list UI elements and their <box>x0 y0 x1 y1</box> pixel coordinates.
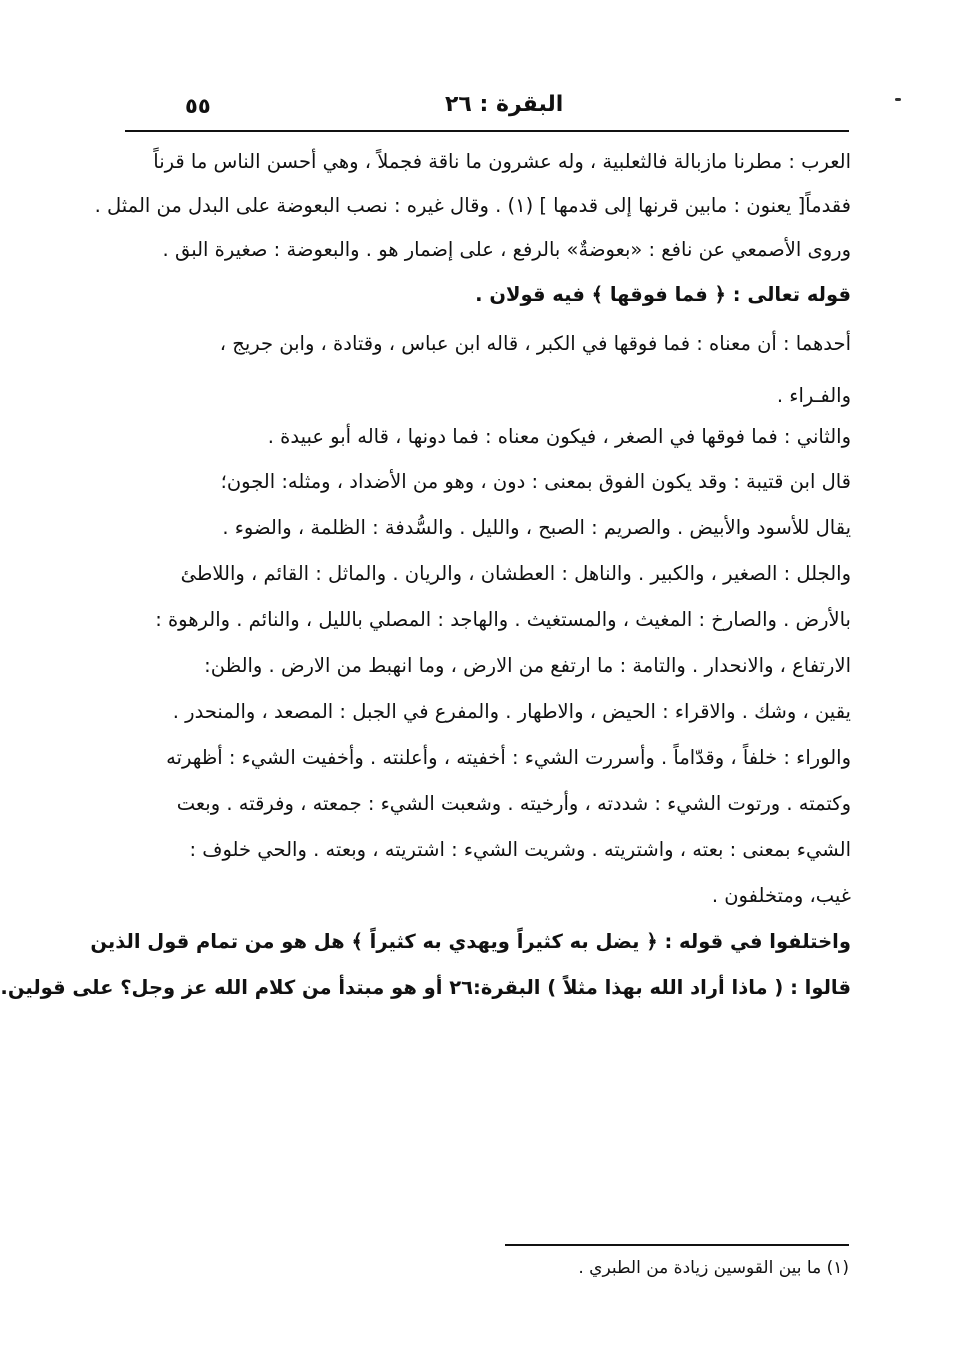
text-line: غيب، ومتخلفون . <box>711 884 851 907</box>
text-line: قال ابن قتيبة : وقد يكون الفوق بمعنى : دون ، وهو من الأضداد ، ومثله: الجون؛ <box>220 470 851 493</box>
header-rule <box>125 130 849 132</box>
body-text <box>0 150 851 1000</box>
text-line: الشيء بمعنى : بعته ، واشتريته . وشريت الشيء : اشتريته ، وبعته . والحي خلوف : <box>189 838 851 861</box>
scan-mark <box>895 98 901 101</box>
text-line: والوراء : خلفاً ، وقدّاماً . وأسررت الشيء : أخفيته ، وأعلنته . وأخفيت الشيء : أظهرته <box>166 746 851 769</box>
footnote: (١) ما بين القوسين زيادة من الطبري . <box>578 1258 849 1278</box>
text-line: قالوا : ( ماذا أراد الله بهذا مثلاً ) البقرة:٢٦ أو هو مبتدأ من كلام الله عز وجل؟ على قولين. <box>0 976 851 999</box>
text-line: أحدهما : أن معناه : فما فوقها في الكبر ، قاله ابن عباس ، وقتادة ، وابن جريج ، <box>219 332 851 355</box>
running-header-title: البقرة : ٢٦ <box>445 92 564 117</box>
text-line: والثاني : فما فوقها في الصغر ، فيكون معناه : فما دونها ، قاله أبو عبيدة . <box>267 425 851 448</box>
text-line: وكتمته . ورتوت الشيء : شددته ، وأرخيته . وشعبت الشيء : جمعته ، وفرقته . وبعت <box>176 792 851 815</box>
running-header <box>125 88 849 128</box>
text-line: الارتفاع ، والانحدار . والتامة : ما ارتفع من الارض ، وما انهبط من الارض . والظن: <box>204 654 851 677</box>
footnote-rule <box>505 1244 849 1246</box>
text-line: فقدماً[ يعنون : مابين قرنها إلى قدمها ] (١) . وقال غيره : نصب البعوضة على البدل من المثل . <box>94 194 851 217</box>
verse-heading: قوله تعالى : ﴿ فما فوقها ﴾ فيه قولان . <box>475 283 851 306</box>
text-line: والجلل : الصغير ، والكبير . والناهل : العطشان ، والريان . والماثل : القائم ، واللاطئ <box>180 562 851 585</box>
text-line: العرب : مطرنا مازبالة فالثعلبية ، وله عشرون ما ناقة فجملاً ، وهي أحسن الناس ما قرناً <box>153 150 851 173</box>
text-line: وروى الأصمعي عن نافع : «بعوضةٌ» بالرفع ، على إضمار هو . والبعوضة : صغيرة البق . <box>162 238 851 261</box>
text-line: يقين ، وشك . والاقراء : الحيض ، والاطهار . والمفرع في الجبل : المصعد ، والمنحدر . <box>172 700 851 723</box>
text-line: واختلفوا في قوله : ﴿ يضل به كثيراً ويهدي به كثيراً ﴾ هل هو من تمام قول الذين <box>90 930 851 953</box>
text-line: بالأرض . والصارخ : المغيث ، والمستغيث . والهاجد : المصلي بالليل ، والنائم . والرهوة : <box>155 608 851 631</box>
text-line: والفـراء . <box>776 384 851 407</box>
page-number: ٥٥ <box>185 94 211 118</box>
text-line: يقال للأسود والأبيض . والصريم : الصبح ، والليل . والسُّدفة : الظلمة ، والضوء . <box>222 516 851 539</box>
